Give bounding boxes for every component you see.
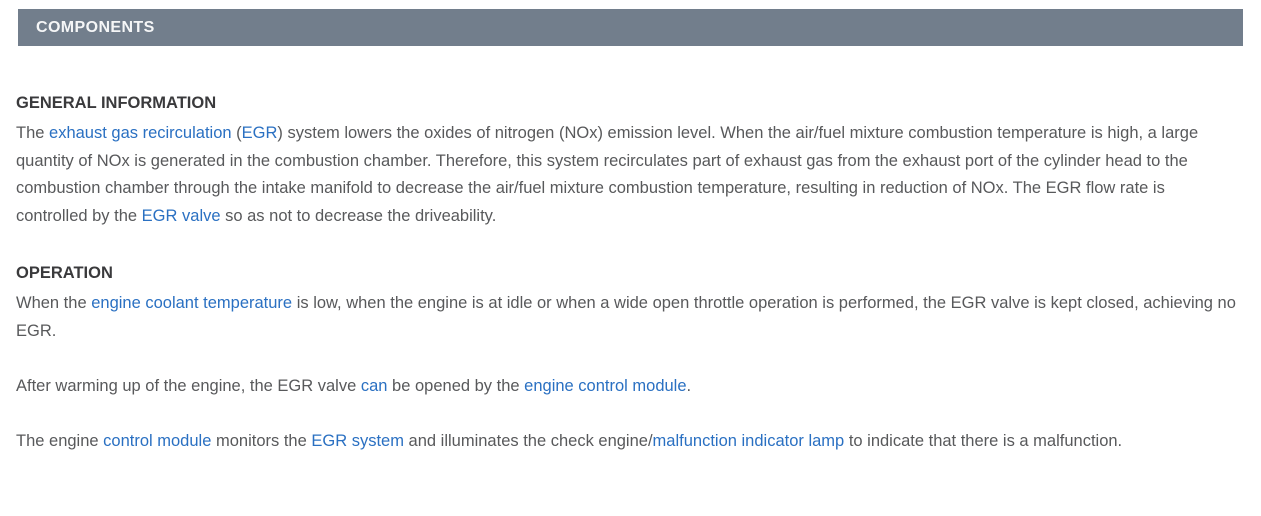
text-segment: ( <box>231 124 242 142</box>
inline-link[interactable]: EGR valve <box>141 206 221 225</box>
document-content <box>16 46 1238 455</box>
operation-paragraph-2 <box>16 373 1238 401</box>
inline-link[interactable]: malfunction indicator lamp <box>652 431 845 450</box>
text-segment: When the <box>16 294 92 312</box>
inline-link[interactable]: EGR <box>241 124 278 142</box>
text-segment: is low, when the engine is at idle or when a wide open throttle operation is performed, the EGR valve is kept closed, achieving no EGR. <box>16 294 1236 340</box>
inline-link[interactable]: engine control module <box>524 376 687 395</box>
text-segment: The <box>16 124 50 142</box>
text-segment: be opened by the <box>387 376 525 395</box>
components-header-title: COMPONENTS <box>36 18 155 36</box>
text-segment: so as not to decrease the driveability. <box>220 206 497 225</box>
inline-link[interactable]: control module <box>103 431 212 450</box>
text-segment: . <box>686 376 692 395</box>
section-general-information <box>16 93 1238 230</box>
text-segment: monitors the <box>211 431 312 450</box>
text-segment: After warming up of the engine, the EGR valve <box>16 376 361 395</box>
general-information-paragraph <box>16 120 1238 230</box>
operation-paragraph-3 <box>16 428 1238 456</box>
text-segment: The engine <box>16 431 104 450</box>
section-heading-general-information: GENERAL INFORMATION <box>16 94 217 112</box>
inline-link[interactable]: engine coolant temperature <box>91 294 293 312</box>
section-operation <box>16 263 1238 455</box>
inline-link[interactable]: EGR system <box>311 431 404 450</box>
text-segment: ) system lowers the oxides of nitrogen (NOx) emission level. When the air/fuel mixture combustion temperature is high, a large quantity of NOx is generated in the combustion chamber. Therefore, this system recirculates part of exhaust gas from the exhaust port of the cylinder head to the combustion chamber through the intake manifold to decrease the air/fuel mixture combustion temperature, resulting in reduction of NOx. The EGR flow rate is controlled by the <box>16 124 1199 225</box>
text-segment: and illuminates the check engine/ <box>403 431 653 450</box>
inline-link[interactable]: exhaust gas recirculation <box>49 124 232 142</box>
inline-link[interactable]: can <box>360 376 388 395</box>
components-header-bar <box>18 9 1243 46</box>
section-heading-operation: OPERATION <box>16 264 113 282</box>
text-segment: to indicate that there is a malfunction. <box>844 431 1123 450</box>
operation-paragraph-1 <box>16 290 1238 345</box>
